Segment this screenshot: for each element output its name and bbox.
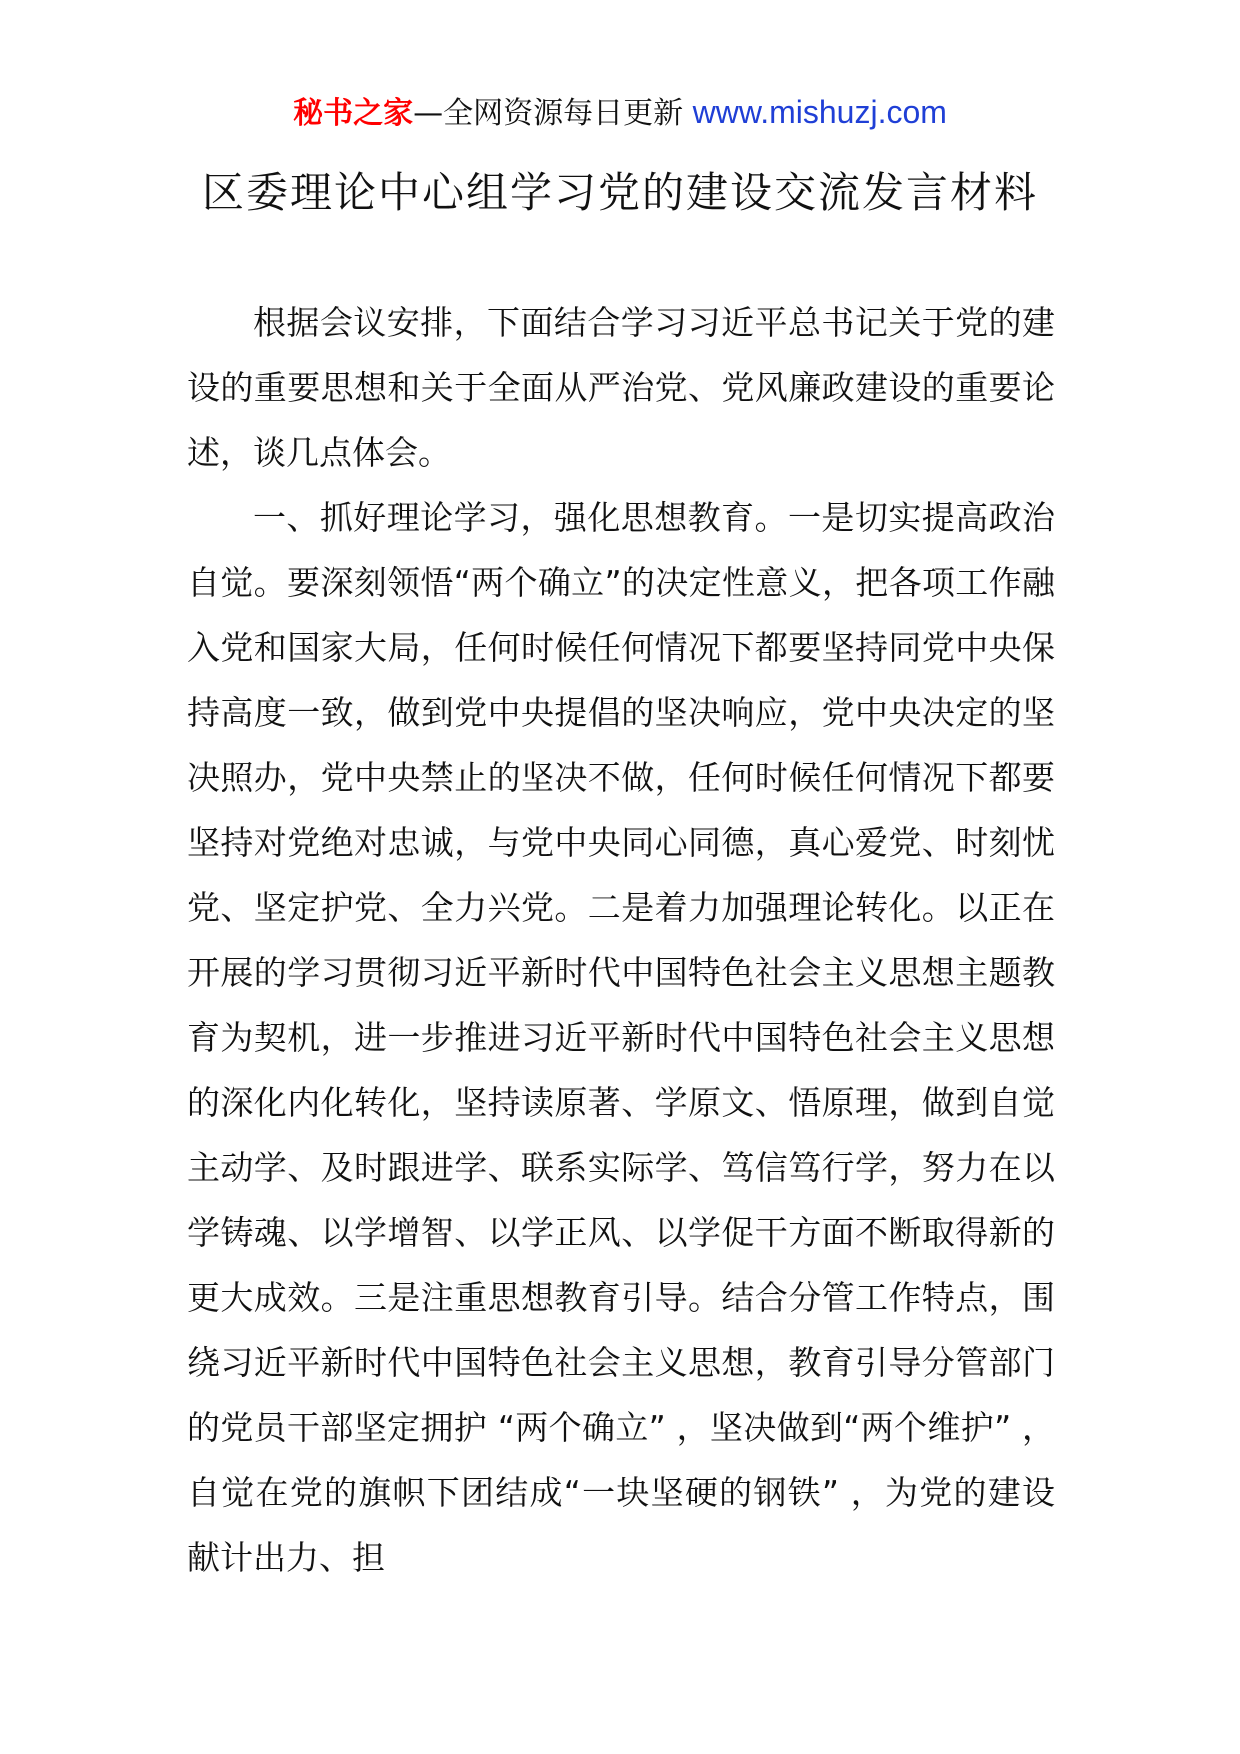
site-header (0, 90, 1240, 136)
brand-name: 秘书之家 (293, 96, 414, 131)
document-title: 区委理论中心组学习党的建设交流发言材料 (201, 168, 1038, 217)
paragraph-section-one: 一、抓好理论学习，强化思想教育。一是切实提高政治自觉。要深刻领悟“两个确立”的决定性意义，把各项工作融入党和国家大局，任何时候任何情况下都要坚持同党中央保持高度一致，做到党中央提倡的坚决响应，党中央决定的坚决照办，党中央禁止的坚决不做，任何时候任何情况下都要坚持对党绝对忠诚，与党中央同心同德，真心爱党、时刻忧党、坚定护党、全力兴党。二是着力加强理论转化。以正在开展的学习贯彻习近平新时代中国特色社会主义思想主题教育为契机，进一步推进习近平新时代中国特色社会主义思想的深化内化转化，坚持读原著、学原文、悟原理，做到自觉主动学、及时跟进学、联系实际学、笃信笃行学，努力在以学铸魂、以学增智、以学正风、以学促干方面不断取得新的更大成效。三是注重思想教育引导。结合分管工作特点，围绕习近平新时代中国特色社会主义思想，教育引导分管部门的党员干部坚定拥护 “两个确立” ，坚决做到“两个维护” ，自觉在党的旗帜下团结成“一块坚硬的钢铁” ，为党的建设献计出力、担 (187, 498, 1055, 1577)
header-tagline: —全网资源每日更新 (413, 96, 693, 131)
paragraph-intro: 根据会议安排，下面结合学习习近平总书记关于党的建设的重要思想和关于全面从严治党、党风廉政建设的重要论述，谈几点体会。 (187, 303, 1055, 472)
site-url-link[interactable]: www.mishuzj.com (692, 94, 947, 130)
document-body (187, 290, 1055, 1590)
